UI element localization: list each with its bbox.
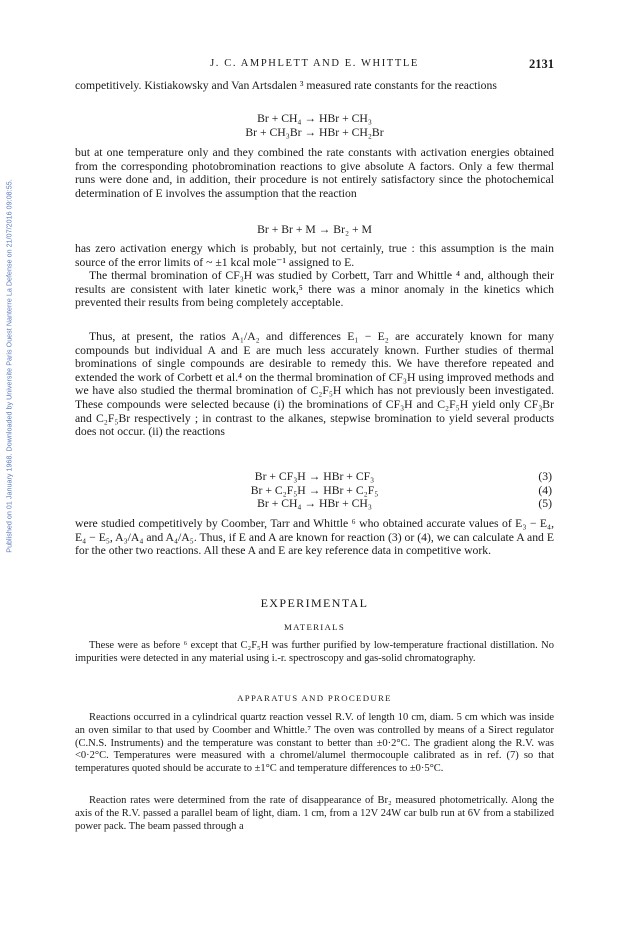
equation-number: (5) bbox=[538, 497, 552, 511]
subsection-heading-materials: MATERIALS bbox=[283, 622, 346, 632]
intro-paragraph-2 bbox=[75, 146, 554, 200]
paragraph-text: Thus, at present, the ratios A₁/A₂ and differences E₁ − E₂ are accurately known for many compounds but individual A and E are much less accurately known. Further studies of thermal brominations of single compounds are desirable to remedy this. We have therefore repeated and extended the work of Corbett et al.⁴ on the thermal bromination of CF₃H using improved methods and we have also studied the thermal bromination of C₂F₅H which has not previously been investigated. These compounds were selected because (i) the brominations of CF₃H and C₂F₅H yield only CF₃Br and C₂F₅Br respectively ; in contrast to the alkanes, stepwise bromination to yield several products does not occur. (ii) the reactions bbox=[75, 330, 554, 439]
equation-group-intro bbox=[75, 112, 554, 139]
equation-3 bbox=[75, 470, 554, 484]
paragraph-text: but at one temperature only and they combined the rate constants with activation energies obtained from the corresponding photobromination reactions to give absolute A factors. Only a few thermal runs were done and, in addition, their procedure is not entirely satisfactory since the photochemical determination of E involves the assumption that the reaction bbox=[75, 146, 554, 200]
equation-number: (3) bbox=[538, 470, 552, 483]
running-header-authors: J. C. AMPHLETT AND E. WHITTLE bbox=[210, 58, 419, 69]
subsection-heading-apparatus: APPARATUS AND PROCEDURE bbox=[237, 693, 392, 703]
equation-text: Br + C₂F₅H → HBr + C₂F₅ bbox=[250, 483, 379, 497]
equation-text: Br + CF₃H → HBr + CF₃ bbox=[254, 470, 375, 483]
section-heading-experimental: EXPERIMENTAL bbox=[260, 596, 369, 610]
results-paragraph bbox=[75, 517, 554, 558]
paragraph-text: Reaction rates were determined from the rate of disappearance of Br₂ measured photometrically. Along the axis of the R.V. passed a parallel beam of light, diam. 1 cm, from a 12V 24W car bulb run at 6V from a stabilized power pack. The beam passed through a bbox=[75, 795, 554, 832]
paragraph-text: Reactions occurred in a cylindrical quartz reaction vessel R.V. of length 10 cm, diam. 5 cm which was inside an oven similar to that used by Coomber and Whittle.⁷ The oven was controlled by means of a Sirect regulator (C.N.S. Instruments) and the temperature was constant to better than ±0·2°C. The gradient along the R.V. was <0·2°C. Temperatures were measured with a chromel/alumel thermocouple calibrated as in ref. (7) so that temperatures quoted should be accurate to ±1°C and temperature differences to ±0·5°C. bbox=[75, 712, 554, 774]
equation-text: Br + CH₄ → HBr + CH₃ bbox=[257, 497, 372, 511]
page-number: 2131 bbox=[529, 57, 554, 71]
apparatus-paragraph-2 bbox=[75, 795, 554, 833]
intro-paragraph-3 bbox=[75, 242, 554, 269]
paragraph-text: These were as before ⁶ except that C₂F₅H was further purified by low-temperature fractional distillation. No impurities were detected in any material using i.-r. spectroscopy and gas-solid chromatography. bbox=[75, 640, 554, 664]
paragraph-text: were studied competitively by Coomber, Tarr and Whittle ⁶ who obtained accurate values of E₃ − E₄, E₄ − E₅, A₃/A₄ and A₄/A₅. Thus, if E and A are known for reaction (3) or (4), we can calculate A and E for the other two reactions. All these A and E are key reference data in competitive work. bbox=[75, 517, 554, 558]
equation-5 bbox=[75, 497, 554, 511]
equation: Br + CH₃Br → HBr + CH₂Br bbox=[245, 125, 384, 139]
paragraph-text: competitively. Kistiakowsky and Van Artsdalen ³ measured rate constants for the reactions bbox=[75, 79, 497, 92]
paragraph-text: has zero activation energy which is probably, but not certainly, true : this assumption is the main source of the error limits of ~ ±1 kcal mole⁻¹ assigned to E. bbox=[75, 242, 554, 269]
intro-paragraph-1 bbox=[75, 79, 554, 93]
intro-paragraph-4 bbox=[75, 269, 554, 310]
equation-group-numbered bbox=[75, 470, 554, 511]
running-header bbox=[75, 58, 554, 72]
equation-4 bbox=[75, 484, 554, 498]
equation: Br + CH₄ → HBr + CH₃ bbox=[257, 112, 372, 125]
download-note-text: Published on 01 January 1968. Downloaded by Universite Paris Ouest Nanterre La Defense on 21/07/2016 09:08:55. bbox=[6, 179, 14, 553]
equation: Br + Br + M → Br₂ + M bbox=[257, 223, 372, 236]
equation-number: (4) bbox=[538, 483, 552, 497]
download-watermark bbox=[3, 96, 17, 636]
paragraph-text: The thermal bromination of CF₃H was studied by Corbett, Tarr and Whittle ⁴ and, although their results are consistent with later kinetic work,⁵ there was a minor anomaly in the kinetics which prevented their results from being completely acceptable. bbox=[75, 269, 554, 310]
equation-group-recombination bbox=[75, 223, 554, 237]
apparatus-paragraph-1 bbox=[75, 712, 554, 776]
materials-paragraph bbox=[75, 640, 554, 666]
intro-paragraph-5 bbox=[75, 330, 554, 439]
